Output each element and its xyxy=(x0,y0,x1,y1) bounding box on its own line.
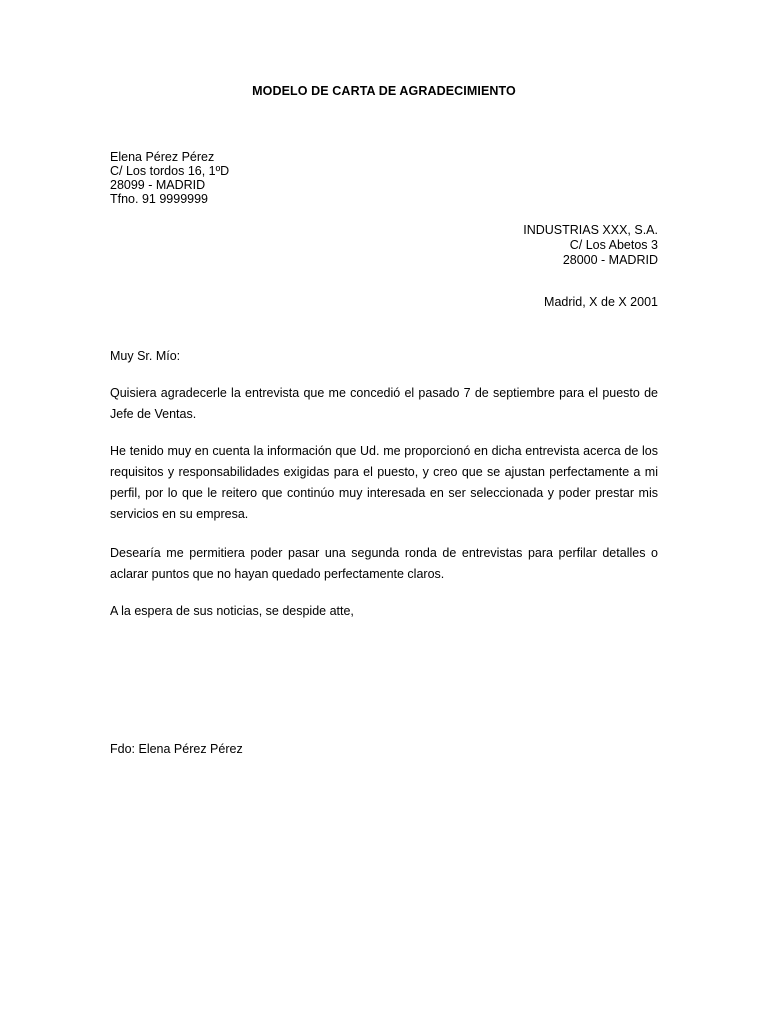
sender-name: Elena Pérez Pérez xyxy=(110,150,215,164)
recipient-address-block xyxy=(523,223,658,268)
sender-address-block xyxy=(110,150,229,206)
document-title: MODELO DE CARTA DE AGRADECIMIENTO xyxy=(252,84,516,98)
recipient-street: C/ Los Abetos 3 xyxy=(569,238,658,252)
body-paragraph-3: Desearía me permitiera poder pasar una segunda ronda de entrevistas para perfilar detalles o aclarar puntos que no hayan quedado perfectamente claros. xyxy=(110,546,658,581)
sender-city: 28099 - MADRID xyxy=(110,178,206,192)
body-paragraph-1: Quisiera agradecerle la entrevista que me concedió el pasado 7 de septiembre para el puesto de Jefe de Ventas. xyxy=(110,386,658,421)
body-paragraph-2: He tenido muy en cuenta la información que Ud. me proporcionó en dicha entrevista acerca de los requisitos y responsabilidades exigidas para el puesto, y creo que se ajustan perfectamente a mi perfil, por lo que le reitero que continúo muy interesada en ser seleccionada y poder prestar mis servicios en su empresa. xyxy=(110,444,658,521)
signature-line: Fdo: Elena Pérez Pérez xyxy=(110,742,243,756)
sender-phone: Tfno. 91 9999999 xyxy=(110,192,208,206)
salutation: Muy Sr. Mío: xyxy=(110,349,181,363)
recipient-city: 28000 - MADRID xyxy=(562,253,658,267)
closing-line: A la espera de sus noticias, se despide atte, xyxy=(110,604,354,618)
letter-date: Madrid, X de X 2001 xyxy=(544,295,658,309)
sender-street: C/ Los tordos 16, 1ºD xyxy=(110,164,230,178)
recipient-company: INDUSTRIAS XXX, S.A. xyxy=(523,223,658,237)
